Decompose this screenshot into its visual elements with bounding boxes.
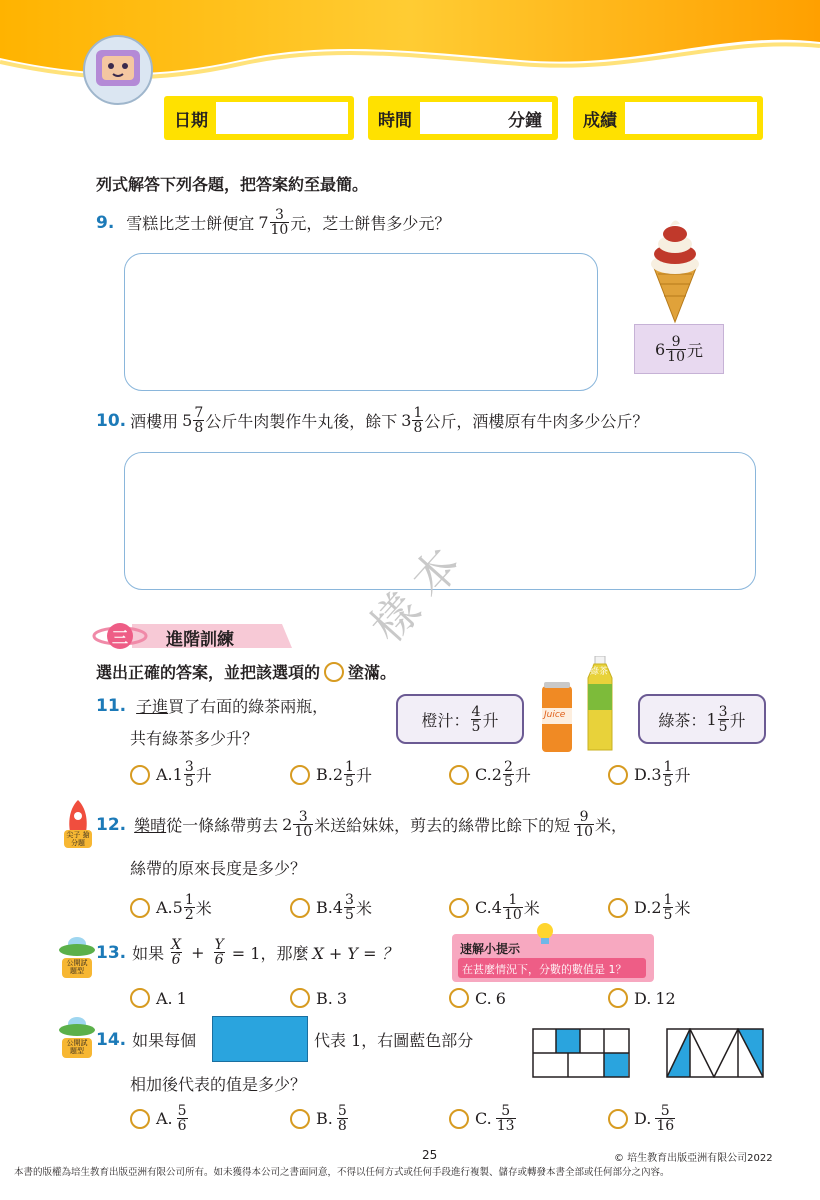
section-number: 三 (112, 628, 129, 647)
grid-figure-left (532, 1028, 630, 1078)
q13-option-b[interactable]: B. 3 (290, 988, 347, 1008)
answer-circle[interactable] (130, 898, 150, 918)
question-text: = 1，那麼 (231, 944, 309, 963)
date-field (164, 96, 354, 140)
question-11-line-2 (130, 726, 258, 749)
time-label: 時間 (378, 111, 412, 131)
page-number: 25 (422, 1148, 438, 1162)
orange-juice-label (396, 694, 524, 744)
score-label: 成績 (583, 111, 617, 131)
unit-rectangle (212, 1016, 308, 1062)
answer-circle[interactable] (290, 765, 310, 785)
question-14-line-2 (130, 1072, 306, 1095)
date-label: 日期 (174, 111, 208, 131)
unit: 升 (482, 710, 499, 730)
fraction-whole: 1 (706, 709, 717, 729)
answer-circle[interactable] (608, 1109, 628, 1129)
question-text: 絲帶的原來長度是多少？ (130, 859, 307, 878)
q13-option-c[interactable]: C. 6 (449, 988, 506, 1008)
question-number: 11. (96, 695, 127, 716)
question-number: 12. (96, 814, 127, 835)
fraction: $\frac{1}{8}$ (413, 405, 423, 436)
instruction-text: 塗滿。 (348, 663, 397, 682)
answer-circle[interactable] (290, 988, 310, 1008)
score-input-box[interactable] (625, 102, 757, 134)
fraction: $\frac{X}{6}$ (171, 937, 182, 968)
date-input-box[interactable] (216, 102, 348, 134)
sample-watermark: 樣 本 (359, 537, 472, 653)
bottle-label: 綠茶 (590, 667, 609, 677)
light-bulb-icon (534, 920, 556, 950)
time-field (368, 96, 558, 140)
question-text: X + Y = ？ (312, 944, 398, 963)
can-label: Juice (544, 710, 566, 720)
green-tea-label (638, 694, 766, 744)
question-text: 米， (595, 816, 628, 835)
fraction-whole: 3 (401, 411, 412, 430)
question-text: 買了右面的綠茶兩瓶， (168, 697, 329, 716)
q12-option-c[interactable]: C. 4 $\frac{1}{10}$ 米 (449, 893, 540, 922)
question-13 (96, 938, 398, 967)
question-text: 公斤，酒樓原有牛肉多少公斤？ (424, 412, 649, 431)
answer-circle[interactable] (130, 765, 150, 785)
price-whole: 6 (654, 339, 666, 359)
tip-text: 在甚麼情況下，分數的數值是 1？ (462, 963, 627, 976)
question-text: 如果每個 (132, 1031, 197, 1050)
question-text: 如果 (132, 944, 165, 963)
answer-circle[interactable] (449, 988, 469, 1008)
answer-circle[interactable] (608, 765, 628, 785)
answer-circle[interactable] (449, 1109, 469, 1129)
question-text: 酒樓用 (130, 412, 179, 431)
q12-option-a[interactable]: A. 5 $\frac{1}{2}$ 米 (130, 893, 212, 922)
fraction: $\frac{3}{5}$ (718, 703, 728, 735)
question-text: 從一條絲帶剪去 (166, 816, 279, 835)
fraction: $\frac{7}{8}$ (194, 405, 204, 436)
question-11-line-1 (96, 694, 328, 717)
price-tag (634, 324, 724, 374)
fraction-whole: 5 (182, 411, 193, 430)
triangle-figure-right (666, 1028, 764, 1078)
fraction: $\frac{4}{5}$ (471, 703, 481, 735)
question-text: 雪糕比芝士餅便宜 (126, 214, 255, 233)
answer-circle[interactable] (449, 765, 469, 785)
fraction-whole: 7 (258, 213, 269, 232)
astronaut-mascot-icon (78, 30, 158, 110)
badge-label: 公開試 題型 (66, 1039, 88, 1055)
circle-icon (324, 662, 344, 682)
badge-label: 公開試 題型 (66, 959, 88, 975)
ice-cream-icon (640, 214, 710, 324)
label-text: 橙汁： (421, 710, 470, 730)
question-text: 代表 1，右圖藍色部分 (314, 1031, 474, 1050)
fraction: $\frac{Y}{6}$ (214, 937, 224, 968)
question-text: 相加後代表的值是多少？ (130, 1075, 307, 1094)
badge-label: 尖子 搶分題 (66, 831, 90, 847)
question-number: 13. (96, 942, 127, 963)
question-number: 10. (96, 410, 127, 431)
answer-circle[interactable] (449, 898, 469, 918)
question-9 (96, 208, 450, 237)
instruction-choose (96, 660, 396, 683)
instruction-text: 選出正確的答案，並把該選項的 (96, 663, 321, 682)
fraction: $\frac{9}{10}$ (575, 809, 594, 840)
question-text: 共有綠茶多少升？ (130, 729, 259, 748)
answer-box-q9[interactable] (124, 253, 598, 391)
question-12-line-2 (130, 856, 306, 879)
question-12-line-1 (96, 810, 627, 839)
q14-option-d[interactable]: D. $\frac{5}{16}$ (608, 1104, 676, 1133)
tip-title: 速解小提示 (460, 942, 521, 956)
answer-circle[interactable] (608, 898, 628, 918)
answer-circle[interactable] (130, 988, 150, 1008)
q11-option-b[interactable]: B. 2 $\frac{1}{5}$ 升 (290, 760, 372, 789)
price-fraction: $\frac{9}{10}$ (667, 333, 685, 365)
question-text: 元，芝士餅售多少元？ (290, 214, 451, 233)
q14-option-a[interactable]: A. $\frac{5}{6}$ (130, 1104, 189, 1133)
q13-option-a[interactable]: A. 1 (130, 988, 187, 1008)
answer-circle[interactable] (130, 1109, 150, 1129)
q13-option-d[interactable]: D. 12 (608, 988, 676, 1008)
question-number: 9. (96, 212, 115, 233)
question-number: 14. (96, 1029, 127, 1050)
question-14-line-1 (96, 1028, 196, 1051)
unit: 升 (729, 710, 746, 730)
q11-option-c[interactable]: C. 2 $\frac{2}{5}$ 升 (449, 760, 531, 789)
q11-option-d[interactable]: D. 3 $\frac{1}{5}$ 升 (608, 760, 690, 789)
q11-option-a[interactable]: A. 1 $\frac{3}{5}$ 升 (130, 760, 212, 789)
copyright-notice: 本書的版權為培生教育出版亞洲有限公司所有。如未獲得本公司之書面同意，不得以任何方式或任何手段進行複製、儲存或轉發本書全部或任何部分之內容。 (14, 1167, 670, 1178)
q12-option-b[interactable]: B. 4 $\frac{3}{5}$ 米 (290, 893, 372, 922)
person-name: 子進 (136, 697, 169, 716)
q14-option-c[interactable]: C. $\frac{5}{13}$ (449, 1104, 517, 1133)
person-name: 樂晴 (134, 816, 167, 835)
answer-circle[interactable] (290, 1109, 310, 1129)
label-text: 綠茶： (658, 710, 707, 730)
rocket-badge-icon (62, 798, 94, 856)
score-field (573, 96, 763, 140)
question-text: 公斤牛肉製作牛丸後，餘下 (205, 412, 398, 431)
question-14-line-1b (314, 1028, 473, 1051)
plus-sign: + (191, 943, 205, 962)
answer-circle[interactable] (608, 988, 628, 1008)
question-text: 米送給妹妹，剪去的絲帶比餘下的短 (314, 816, 571, 835)
price-unit: 元 (687, 340, 704, 360)
q12-option-d[interactable]: D. 2 $\frac{1}{5}$ 米 (608, 893, 690, 922)
fraction: $\frac{3}{10}$ (270, 207, 289, 238)
section-title: 進階訓練 (166, 630, 234, 650)
copyright: © 培生教育出版亞洲有限公司2022 (614, 1153, 773, 1164)
answer-circle[interactable] (290, 898, 310, 918)
q14-option-b[interactable]: B. $\frac{5}{8}$ (290, 1104, 349, 1133)
fraction-whole: 2 (282, 815, 293, 834)
instruction-calculate: 列式解答下列各題，把答案約至最簡。 (96, 175, 369, 194)
time-unit: 分鐘 (508, 111, 542, 131)
fraction: $\frac{3}{10}$ (294, 809, 313, 840)
question-10 (96, 406, 648, 435)
